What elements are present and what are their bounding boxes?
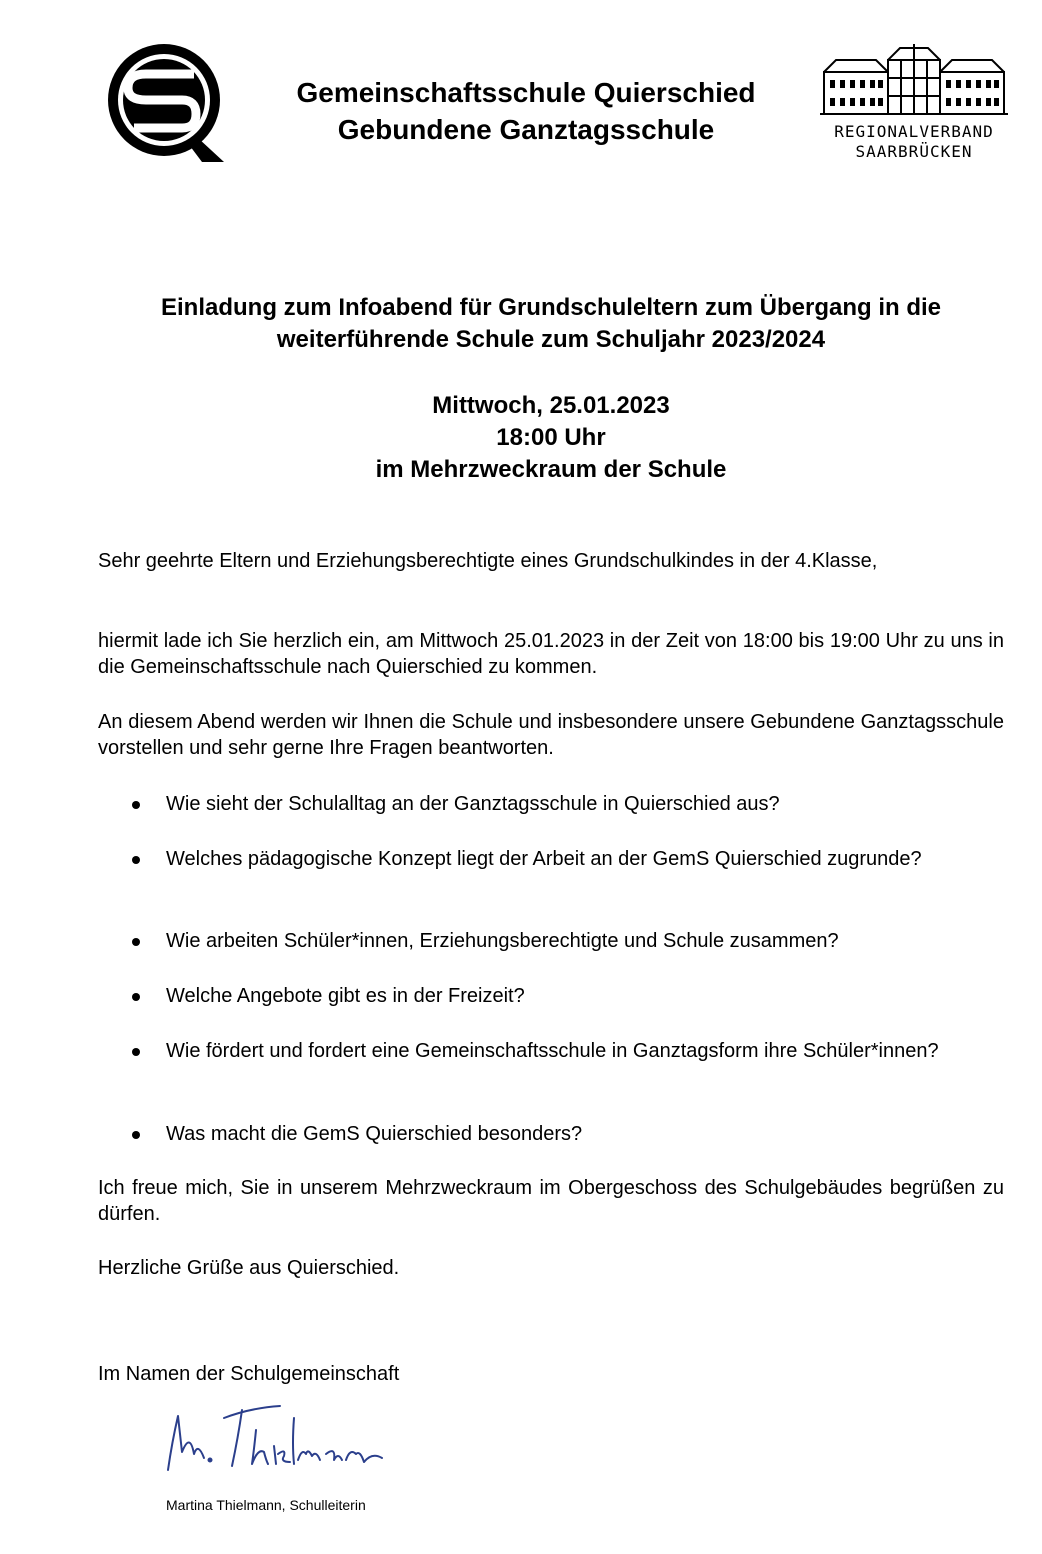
closing-line: Im Namen der Schulgemeinschaft <box>98 1363 400 1385</box>
heading-line1: Einladung zum Infoabend für Grundschuleltern zum Übergang in die <box>160 294 942 321</box>
bullet-item: Wie fördert und fordert eine Gemeinschaftsschule in Ganztagsform ihre Schüler*innen? <box>166 1040 939 1062</box>
paragraph-evening: An diesem Abend werden wir Ihnen die Schule und insbesondere unsere Gebundene Ganztagsschule vorstellen und sehr gerne Ihre Fragen beantworten. <box>98 711 1004 759</box>
bullet-dot <box>132 856 140 864</box>
greeting: Herzliche Grüße aus Quierschied. <box>98 1257 400 1279</box>
bullet-item: Welche Angebote gibt es in der Freizeit? <box>166 985 525 1007</box>
school-name-header <box>236 74 816 148</box>
bullet-dot <box>132 1131 140 1139</box>
paragraph-closing: Ich freue mich, Sie in unserem Mehrzweckraum im Obergeschoss des Schulgebäudes begrüßen zu dürfen. <box>98 1177 1004 1225</box>
regionalverband-line1: REGIONALVERBAND <box>834 122 994 141</box>
invitation-heading <box>60 292 1042 356</box>
event-details <box>60 390 1042 486</box>
school-name: Gemeinschaftsschule Quierschied <box>296 77 756 108</box>
handwritten-signature <box>160 1394 410 1484</box>
paragraph-invitation: hiermit lade ich Sie herzlich ein, am Mittwoch 25.01.2023 in der Zeit von 18:00 bis 19:00 Uhr zu uns in die Gemeinschaftsschule nach Quierschied zu kommen. <box>98 630 1004 678</box>
bullet-item: Welches pädagogische Konzept liegt der Arbeit an der GemS Quierschied zugrunde? <box>166 848 922 870</box>
regionalverband-name <box>816 122 1012 162</box>
signer-name: Martina Thielmann, Schulleiterin <box>166 1497 366 1513</box>
bullet-item: Was macht die GemS Quierschied besonders? <box>166 1123 583 1145</box>
bullet-dot <box>132 801 140 809</box>
event-date: Mittwoch, 25.01.2023 <box>432 392 670 419</box>
bullet-dot <box>132 1048 140 1056</box>
heading-line2: weiterführende Schule zum Schuljahr 2023/2024 <box>276 326 826 353</box>
bullet-item: Wie arbeiten Schüler*innen, Erziehungsberechtigte und Schule zusammen? <box>166 930 839 952</box>
bullet-dot <box>132 938 140 946</box>
bullet-dot <box>132 993 140 1001</box>
school-type: Gebundene Ganztagsschule <box>337 114 715 145</box>
event-time: 18:00 Uhr <box>496 424 606 451</box>
regionalverband-line2: SAARBRÜCKEN <box>855 142 973 161</box>
event-place: im Mehrzweckraum der Schule <box>375 456 727 483</box>
school-logo <box>106 42 228 164</box>
salutation: Sehr geehrte Eltern und Erziehungsberechtigte eines Grundschulkindes in der 4.Klasse, <box>98 550 878 572</box>
bullet-item: Wie sieht der Schulalltag an der Ganztagsschule in Quierschied aus? <box>166 793 780 815</box>
